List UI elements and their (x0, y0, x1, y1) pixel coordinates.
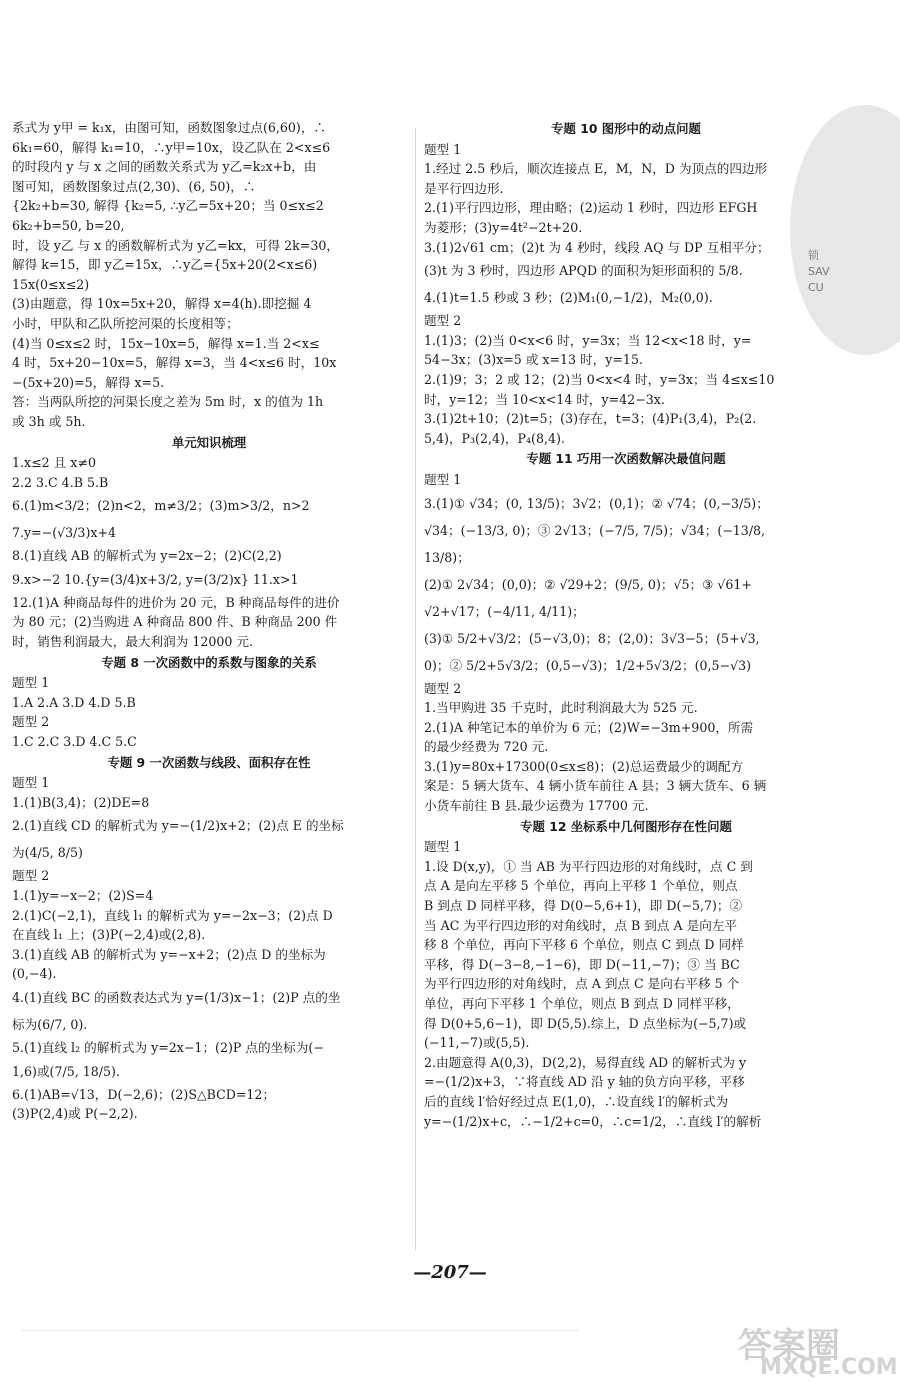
answer-line: 为平行四边形的对角线时，点 A 到点 C 是向右平移 5 个 (424, 976, 740, 992)
answer-line: 13/8)； (424, 549, 470, 565)
answer-line: 1.C 2.C 3.D 4.C 5.C (12, 734, 137, 750)
answer-line: 1.设 D(x,y)，① 当 AB 为平行四边形的对角线时，点 C 到 (424, 858, 753, 874)
answer-line: 1.(1)B(3,4)；(2)DE=8 (12, 794, 150, 810)
answer-line: 6.(1)AB=√13，D(−2,6)；(2)S△BCD=12； (12, 1086, 276, 1102)
section-heading: 专题 8 一次函数中的系数与图象的关系 (101, 654, 317, 670)
answer-line: 2.(1)平行四边形，理由略；(2)运动 1 秒时，四边形 EFGH (424, 200, 758, 216)
answer-line: 2.2 3.C 4.B 5.B (12, 474, 109, 490)
answer-line: 2.(1)A 种笔记本的单价为 6 元；(2)W=−3m+900，所需 (424, 719, 754, 735)
answer-line: 4 时，5x+20−10x=5，解得 x=3，当 4<x≤6 时，10x (12, 355, 337, 371)
answer-line: {2k₂+b=30, 解得 {k₂=5, ∴y乙=5x+20；当 0≤x≤2 (12, 198, 324, 214)
answer-line: B 到点 D 同样平移，得 D(0−5,6+1)，即 D(−5,7)；② (424, 898, 743, 914)
answer-line: 为 80 元；(2)当购进 A 种商品 800 件、B 种商品 200 件 (12, 614, 338, 630)
answer-line: 标为(6/7, 0). (12, 1016, 88, 1032)
answer-line: 题型 2 (424, 313, 462, 329)
site-watermark: 答案圈 (738, 1326, 840, 1366)
answer-line: 时，设 y乙 与 x 的函数解析式为 y乙=kx，可得 2k=30， (12, 237, 339, 253)
answer-line: 2.(1)直线 CD 的解析式为 y=−(1/2)x+2；(2)点 E 的坐标 (12, 818, 344, 834)
stamp-text: 锁 SAV CU (808, 249, 830, 294)
answer-line: −(5x+20)=5，解得 x=5. (12, 374, 165, 390)
answer-line: 7.y=−(√3/3)x+4 (12, 525, 117, 541)
answer-line: 时，y=12；当 10<x<14 时，y=42−3x. (424, 391, 665, 407)
answer-line: (3)① 5/2+√3/2；(5−√3,0)；8；(2,0)；3√3−5；(5+√3, (424, 630, 760, 646)
answer-line: √2+√17；(−4/11, 4/11)； (424, 603, 585, 619)
answer-line: 图可知，函数图象过点(2,30)、(6, 50)，∴ (12, 178, 256, 194)
answer-line: 3.(1)y=80x+17300(0≤x≤8)；(2)总运费最少的调配方 (424, 758, 744, 774)
answer-line: 为菱形；(3)y=4t²−2t+20. (424, 219, 583, 235)
section-heading: 专题 9 一次函数与线段、面积存在性 (107, 754, 311, 770)
answer-line: (3)t 为 3 秒时，四边形 APQD 的面积为矩形面积的 5/8. (424, 263, 743, 279)
answer-line: 4.(1)t=1.5 秒或 3 秒；(2)M₁(0,−1/2)，M₂(0,0). (424, 290, 713, 306)
answer-line: 1.当甲购进 35 千克时，此时利润最大为 525 元. (424, 700, 698, 716)
answer-line: 6k₂+b=50, b=20, (12, 217, 125, 233)
answer-line: 后的直线 l′恰好经过点 E(1,0)，∴设直线 l′的解析式为 (424, 1093, 729, 1109)
column-divider (415, 128, 416, 1250)
answer-line: 题型 2 (12, 714, 50, 730)
answer-line: 6.(1)m<3/2；(2)n<2，m≠3/2；(3)m>3/2，n>2 (12, 498, 310, 514)
answer-line: 题型 1 (12, 775, 50, 791)
answer-line: 3.(1)2√61 cm；(2)t 为 4 秒时，线段 AQ 与 DP 互相平分； (424, 239, 770, 255)
answer-line: 解得 k=15，即 y乙=15x，∴y乙={5x+20(2<x≤6) (12, 257, 318, 273)
answer-line: 1.经过 2.5 秒后，顺次连接点 E，M，N，D 为顶点的四边形 (424, 161, 768, 177)
answer-line: =−(1/2)x+3，∵将直线 AD 沿 y 轴的负方向平移，平移 (424, 1074, 745, 1090)
page-number: —207— (413, 1262, 487, 1283)
answer-line: 54−3x；(3)x=5 或 x=13 时，y=15. (424, 352, 643, 368)
answer-line: 1.(1)3；(2)当 0<x<6 时，y=3x；当 12<x<18 时，y= (424, 332, 752, 348)
answer-line: 得 D(0+5,6−1)，即 D(5,5).综上，D 点坐标为(−5,7)或 (424, 1015, 747, 1031)
answer-line: 当 AC 为平行四边形的对角线时，点 B 到点 A 是向左平 (424, 917, 737, 933)
answer-line: (4)当 0≤x≤2 时，15x−10x=5，解得 x=1.当 2<x≤ (12, 335, 320, 351)
answer-line: 2.由题意得 A(0,3)，D(2,2)，易得直线 AD 的解析式为 y (424, 1054, 747, 1070)
answer-line: 在直线 l₁ 上；(3)P(−2,4)或(2,8). (12, 927, 206, 943)
answer-line: (−11,−7)或(5,5). (424, 1035, 530, 1051)
answer-line: (3)由题意，得 10x=5x+20，解得 x=4(h).即挖掘 4 (12, 296, 312, 312)
answer-line: 3.(1)① √34；(0, 13/5)；3√2；(0,1)；② √74；(0,−3/5)； (424, 495, 769, 511)
left-column (12, 118, 406, 1124)
answer-line: 1,6)或(7/5, 18/5). (12, 1063, 120, 1079)
answer-line: 单位，再向下平移 1 个单位，则点 B 到点 D 同样平移， (424, 996, 740, 1011)
answer-line: 移 8 个单位，再向下平移 6 个单位，则点 C 到点 D 同样 (424, 937, 744, 953)
answer-line: 1.(1)y=−x−2；(2)S=4 (12, 888, 154, 903)
answer-line: 6k₁=60，解得 k₁=10，∴y甲=10x，设乙队在 2<x≤6 (12, 139, 331, 155)
section-heading: 单元知识梳理 (171, 434, 247, 450)
answer-line: 3.(1)直线 AB 的解析式为 y=−x+2；(2)点 D 的坐标为 (12, 946, 326, 962)
answer-line: y=−(1/2)x+c，∴−1/2+c=0，∴c=1/2，∴直线 l′的解析 (424, 1113, 762, 1129)
answer-line: 或 3h 或 5h. (12, 413, 86, 429)
answer-line: (0,−4). (12, 966, 57, 982)
answer-line: 的最少经费为 720 元. (424, 739, 549, 755)
answer-line: 题型 1 (424, 839, 462, 855)
answer-line: 题型 1 (12, 675, 50, 691)
answer-line: 3.(1)2t+10；(2)t=5；(3)存在，t=3；(4)P₁(3,4)，P₂(2. (424, 411, 757, 427)
answer-line: 是平行四边形. (424, 180, 504, 196)
answer-line: 2.(1)C(−2,1)，直线 l₁ 的解析式为 y=−2x−3；(2)点 D (12, 907, 333, 923)
section-heading: 专题 12 坐标系中几何图形存在性问题 (520, 818, 732, 834)
answer-line: 案是：5 辆大货车、4 辆小货车前往 A 县；3 辆大货车、6 辆 (424, 778, 767, 794)
right-column (424, 118, 828, 1131)
footer-rule (20, 1330, 580, 1331)
section-heading: 专题 11 巧用一次函数解决最值问题 (526, 451, 726, 467)
answer-line: 小货车前往 B 县.最少运费为 17700 元. (424, 798, 649, 814)
answer-line: 题型 1 (424, 141, 462, 157)
answer-line: 点 A 是向左平移 5 个单位，再向上平移 1 个单位，则点 (424, 878, 738, 894)
answer-line: 题型 2 (12, 868, 50, 884)
answer-line: 题型 1 (424, 471, 462, 487)
answer-line: 的时段内 y 与 x 之间的函数关系式为 y乙=k₂x+b，由 (12, 159, 317, 175)
answer-line: 小时，甲队和乙队所挖河渠的长度相等； (12, 315, 239, 331)
answer-line: 9.x>−2 10.{y=(3/4)x+3/2, y=(3/2)x} 11.x>1 (12, 571, 299, 587)
section-heading: 专题 10 图形中的动点问题 (551, 121, 701, 136)
answer-line: (2)① 2√34；(0,0)；② √29+2；(9/5, 0)；√5；③ √61+ (424, 576, 752, 592)
answer-line: 2.(1)9；3；2 或 12；(2)当 0<x<4 时，y=3x；当 4≤x≤10 (424, 371, 775, 387)
answer-line: 题型 2 (424, 680, 462, 696)
answer-line: 1.x≤2 且 x≠0 (12, 455, 96, 471)
answer-line: (3)P(2,4)或 P(−2,2). (12, 1106, 138, 1122)
site-watermark-url: MXQE.COM (760, 1355, 898, 1380)
answer-line: 为(4/5, 8/5) (12, 845, 83, 861)
answer-line: 时，销售利润最大，最大利润为 12000 元. (12, 634, 253, 650)
answer-line: 15x(0≤x≤2) (12, 276, 90, 292)
answer-line: 答：当两队所挖的河渠长度之差为 5m 时，x 的值为 1h (12, 394, 324, 410)
answer-line: 5,4)，P₃(2,4)，P₄(8,4). (424, 430, 565, 446)
answer-line: 平移，得 D(−3−8,−1−6)，即 D(−11,−7)；③ 当 BC (424, 956, 740, 972)
answer-line: 12.(1)A 种商品每件的进价为 20 元，B 种商品每件的进价 (12, 594, 340, 610)
answer-line: 1.A 2.A 3.D 4.D 5.B (12, 694, 136, 710)
answer-line: 0)；② 5/2+5√3/2；(0,5−√3)；1/2+5√3/2；(0,5−√3) (424, 657, 752, 673)
answer-line: √34；(−13/3, 0)；③ 2√13；(−7/5, 7/5)；√34；(−13/8, (424, 522, 766, 538)
answer-line: 系式为 y甲 = k₁x，由图可知，函数图象过点(6,60)，∴ (12, 120, 327, 135)
answer-line: 8.(1)直线 AB 的解析式为 y=2x−2；(2)C(2,2) (12, 548, 282, 564)
answer-line: 5.(1)直线 l₂ 的解析式为 y=2x−1；(2)P 点的坐标为(− (12, 1039, 324, 1055)
answer-line: 4.(1)直线 BC 的函数表达式为 y=(1/3)x−1；(2)P 点的坐 (12, 989, 341, 1005)
